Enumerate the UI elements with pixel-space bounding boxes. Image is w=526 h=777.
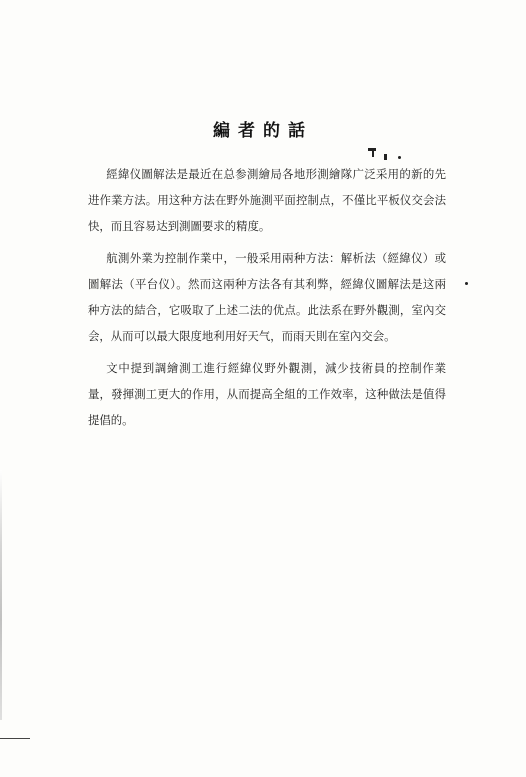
scan-artifact-dot <box>398 156 401 159</box>
paragraph-3: 文中提到調繪測工進行經緯仪野外觀測，減少技術員的控制作業量，發揮測工更大的作用，从而提高全組的工作效率，这种做法是值得提倡的。 <box>88 361 446 427</box>
page-title: 編者的話 <box>213 121 313 141</box>
scan-artifact-dot <box>465 282 468 285</box>
scan-edge-shadow <box>0 470 2 720</box>
paragraph-1: 經緯仪圖解法是最近在总参測繪局各地形測繪隊广泛采用的新的先进作業方法。用这种方法在野外施測平面控制点，不僅比平板仪交会法快，而且容易达到測圖要求的精度。 <box>88 167 446 233</box>
body-text <box>88 161 446 433</box>
scan-edge-line <box>0 738 30 739</box>
scan-artifact-mark <box>384 154 387 160</box>
paragraph-2: 航測外業为控制作業中，一般采用兩种方法：解析法（經緯仪）或圖解法（平台仪）。然而这兩种方法各有其利弊，經緯仪圖解法是这兩种方法的結合，它吸取了上述二法的优点。此法系在野外觀測，室內交会，从而可以最大限度地利用好天气，而雨天則在室內交会。 <box>88 251 446 343</box>
scan-artifact-mark <box>372 150 374 157</box>
